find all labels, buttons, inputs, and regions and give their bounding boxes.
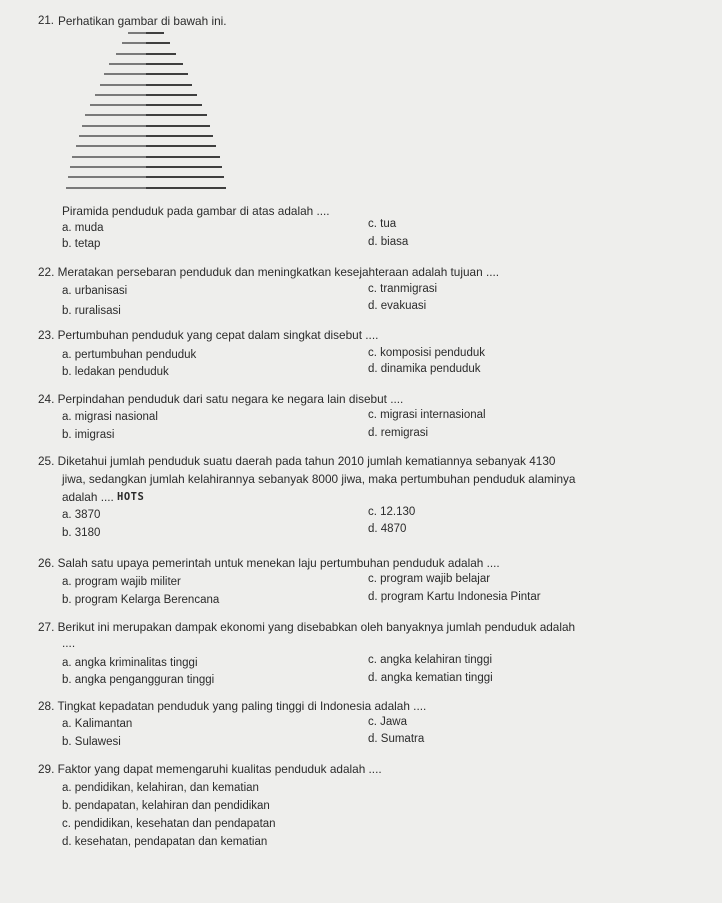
pyramid-bar-right (146, 166, 222, 168)
q26-option-a: a. program wajib militer (62, 576, 181, 588)
q24-option-a: a. migrasi nasional (62, 411, 158, 423)
pyramid-bar-left (76, 145, 146, 147)
pyramid-bar-left (128, 32, 146, 34)
pyramid-bar-right (146, 104, 202, 106)
pyramid-bar-left (68, 176, 146, 178)
pyramid-bar-left (109, 63, 146, 65)
q29-option-a: a. pendidikan, kelahiran, dan kematian (62, 782, 259, 794)
pyramid-bar-left (90, 104, 146, 106)
q25-option-c: c. 12.130 (368, 506, 416, 518)
q28-question: 28. Tingkat kepadatan penduduk yang paling tinggi di Indonesia adalah .... (38, 699, 427, 713)
q23-option-d: d. dinamika penduduk (368, 363, 481, 375)
pyramid-bar-right (146, 94, 197, 96)
q22-question: 22. Meratakan persebaran penduduk dan meningkatkan kesejahteraan adalah tujuan .... (38, 265, 500, 279)
q23-option-c: c. komposisi penduduk (368, 347, 485, 359)
pyramid-bar-right (146, 135, 213, 137)
pyramid-bar-right (146, 156, 220, 158)
q26-option-b: b. program Kelarga Berencana (62, 594, 220, 606)
q29-option-c: c. pendidikan, kesehatan dan pendapatan (62, 818, 276, 830)
q21-question: Piramida penduduk pada gambar di atas adalah .... (62, 204, 330, 218)
pyramid-bar-right (146, 32, 164, 34)
q22-option-b: b. ruralisasi (62, 305, 121, 317)
q24-question: 24. Perpindahan penduduk dari satu negara ke negara lain disebut .... (38, 392, 404, 406)
pyramid-bar-left (72, 156, 146, 158)
q23-question: 23. Pertumbuhan penduduk yang cepat dalam singkat disebut .... (38, 328, 379, 342)
pyramid-bar-right (146, 145, 216, 147)
q27-question: 27. Berikut ini merupakan dampak ekonomi yang disebabkan oleh banyaknya jumlah penduduk adalah (38, 620, 576, 634)
q27-option-a: a. angka kriminalitas tinggi (62, 657, 198, 669)
pyramid-bar-left (122, 42, 146, 44)
pyramid-bar-right (146, 176, 224, 178)
q29-question: 29. Faktor yang dapat memengaruhi kualitas penduduk adalah .... (38, 762, 382, 776)
q27-option-b: b. angka pengangguran tinggi (62, 674, 215, 686)
pyramid-bar-left (85, 114, 146, 116)
q22-option-d: d. evakuasi (368, 300, 427, 312)
pyramid-bar-right (146, 63, 183, 65)
q24-option-d: d. remigrasi (368, 427, 429, 439)
pyramid-bar-right (146, 73, 188, 75)
q24-option-b: b. imigrasi (62, 429, 115, 441)
pyramid-bar-left (104, 73, 146, 75)
q28-option-b: b. Sulawesi (62, 736, 121, 748)
q25-question-line3: adalah .... (62, 490, 114, 504)
pyramid-bar-right (146, 114, 207, 116)
q24-option-c: c. migrasi internasional (368, 409, 486, 421)
q23-option-b: b. ledakan penduduk (62, 366, 169, 378)
q21-number: 21. (38, 15, 54, 27)
q23-option-a: a. pertumbuhan penduduk (62, 349, 197, 361)
q21-intro: Perhatikan gambar di bawah ini. (58, 14, 227, 28)
q26-option-d: d. program Kartu Indonesia Pintar (368, 591, 541, 603)
pyramid-bar-left (95, 94, 146, 96)
q21-option-d: d. biasa (368, 236, 409, 248)
pyramid-bar-left (82, 125, 146, 127)
q29-option-b: b. pendapatan, kelahiran dan pendidikan (62, 800, 270, 812)
population-pyramid-image (56, 28, 236, 196)
q27-question-cont: .... (62, 636, 76, 650)
q22-option-c: c. tranmigrasi (368, 283, 438, 295)
q29-option-d: d. kesehatan, pendapatan dan kematian (62, 836, 268, 848)
pyramid-bar-left (70, 166, 146, 168)
q28-option-a: a. Kalimantan (62, 718, 133, 730)
pyramid-bar-right (146, 187, 226, 189)
q26-option-c: c. program wajib belajar (368, 573, 491, 585)
q21-option-b: b. tetap (62, 238, 101, 250)
q25-question-line1: 25. Diketahui jumlah penduduk suatu daerah pada tahun 2010 jumlah kematiannya sebanyak 4130 (38, 454, 556, 468)
q27-option-c: c. angka kelahiran tinggi (368, 654, 493, 666)
q25-option-d: d. 4870 (368, 523, 407, 535)
q25-question-line2: jiwa, sedangkan jumlah kelahirannya sebanyak 8000 jiwa, maka pertumbuhan penduduk alaminya (62, 472, 576, 486)
q26-question: 26. Salah satu upaya pemerintah untuk menekan laju pertumbuhan penduduk adalah .... (38, 556, 500, 570)
q21-option-c: c. tua (368, 218, 397, 230)
pyramid-bar-right (146, 42, 170, 44)
pyramid-bar-left (100, 84, 146, 86)
pyramid-bar-left (66, 187, 146, 189)
q25-option-b: b. 3180 (62, 527, 101, 539)
pyramid-bar-left (116, 53, 146, 55)
q27-option-d: d. angka kematian tinggi (368, 672, 493, 684)
pyramid-bar-right (146, 125, 210, 127)
q28-option-c: c. Jawa (368, 716, 407, 728)
hots-label: HOTS (117, 491, 145, 503)
q22-option-a: a. urbanisasi (62, 285, 128, 297)
q25-option-a: a. 3870 (62, 509, 101, 521)
q28-option-d: d. Sumatra (368, 733, 425, 745)
pyramid-bar-left (79, 135, 146, 137)
pyramid-bar-right (146, 53, 176, 55)
pyramid-bar-right (146, 84, 192, 86)
q21-option-a: a. muda (62, 222, 104, 234)
